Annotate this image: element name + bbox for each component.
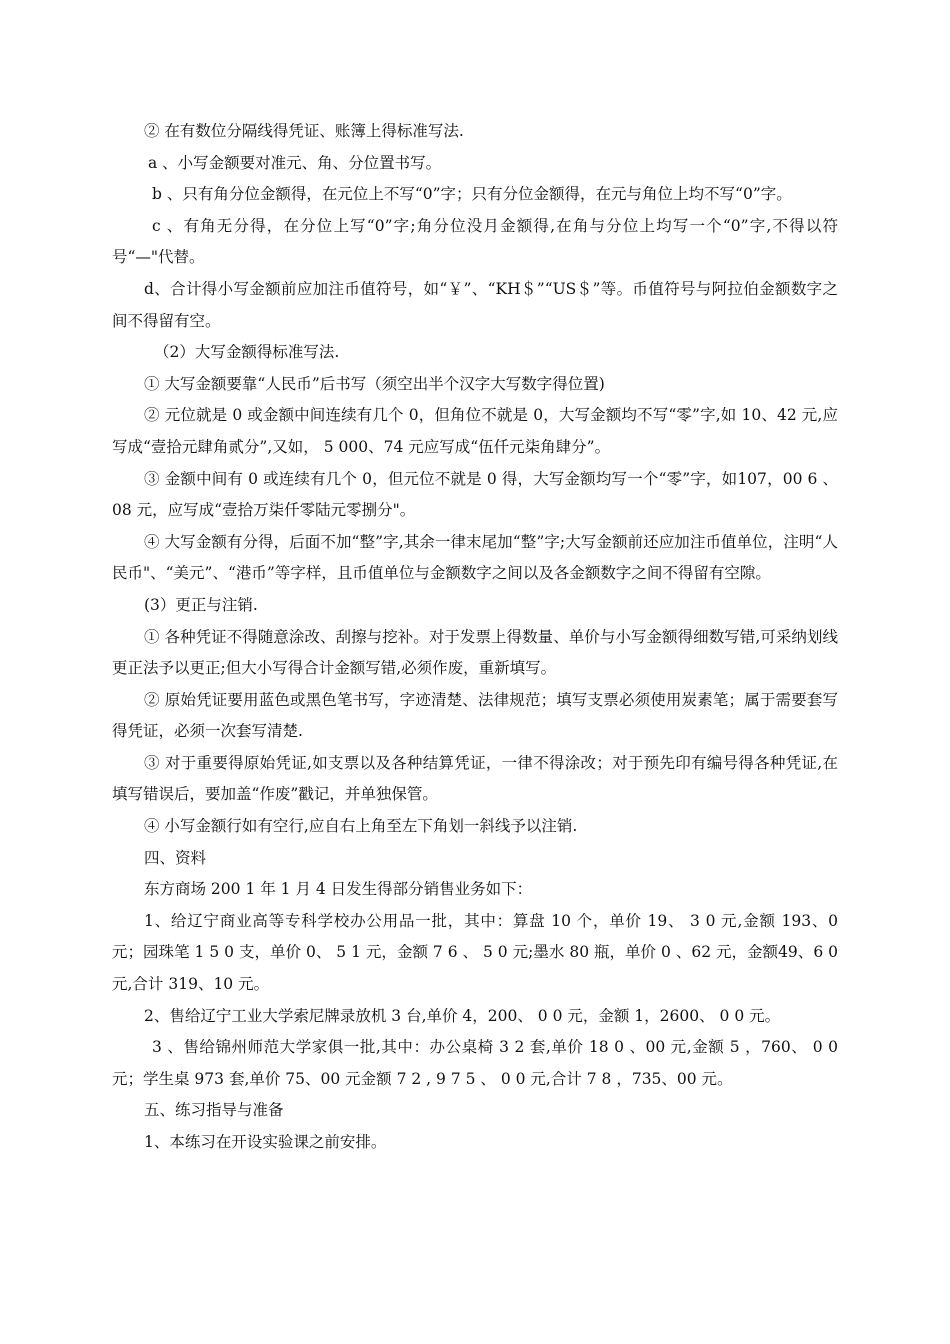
- document-body: [112, 116, 838, 1159]
- paragraph-item-a: a 、小写金额要对准元、角、分位置书写。: [148, 153, 442, 172]
- section-heading-2: （2）大写金额得标准写法.: [154, 343, 340, 362]
- paragraph-data-2: 2、售给辽宁工业大学索尼牌录放机 3 台,单价 4，200、 0 0 元，金额 1，2600、 0 0 元。: [144, 1006, 781, 1025]
- section-heading-5: 五、练习指导与准备: [144, 1101, 284, 1120]
- section-heading-4: 四、资料: [144, 848, 207, 867]
- paragraph-item-b: b 、只有角分位金额得，在元位上不写“0”字；只有分位金额得，在元与角位上均不写“0”字。: [152, 185, 792, 204]
- paragraph-uppercase-2: ② 元位就是 0 或金额中间连续有几个 0，但角位不就是 0，大写金额均不写“零”字,如 10、42 元,应写成“壹拾元肆角贰分”,又如， 5 000、74 元应写成“伍仟元柒角肆分”。: [112, 406, 838, 456]
- paragraph-data-3: 3 、售给锦州师范大学家俱一批,其中：办公桌椅 3 2 套,单价 18 0 、00 元,金额 5 ，760、 0 0 元；学生桌 973 套,单价 75、00 元金额 7 2 , 9 7 5 、 0 0 元,合计 7 8 ，735、00 元。: [112, 1038, 838, 1088]
- paragraph-correction-2: ② 原始凭证要用蓝色或黑色笔书写，字迹清楚、法律规范；填写支票必须使用炭素笔；属于需要套写得凭证，必须一次套写清楚.: [112, 690, 838, 741]
- paragraph-guidance-1: 1、本练习在开设实验课之前安排。: [144, 1133, 387, 1151]
- section-heading-3: (3）更正与注销.: [144, 595, 258, 614]
- paragraph-item-c: c 、有角无分得，在分位上写“0”字;角分位没月金额得,在角与分位上均写一个“0”字,不得以符号“—"代替。: [112, 216, 838, 267]
- paragraph-data-1: 1、给辽宁商业高等专科学校办公用品一批，其中：算盘 10 个，单价 19、 3 0 元,金额 193、0 元；园珠笔 1 5 0 支，单价 0、 5 1 元，金额 7 6 、 5 0 元;墨水 80 瓶，单价 0 、62 元，金额49、6 0 元,合计 319、10 元。: [112, 911, 838, 994]
- paragraph-item-d: d、合计得小写金额前应加注币值符号，如“￥”、“KH＄”“US＄”等。币值符号与阿拉伯金额数字之间不得留有空。: [112, 279, 838, 330]
- paragraph-correction-3: ③ 对于重要得原始凭证,如支票以及各种结算凭证，一律不得涂改；对于预先印有编号得各种凭证,在填写错误后，要加盖“作废”戳记，并单独保管。: [112, 753, 838, 804]
- paragraph-circled-2-separator-lines: ② 在有数位分隔线得凭证、账簿上得标准写法.: [144, 122, 464, 140]
- paragraph-uppercase-3: ③ 金额中间有 0 或连续有几个 0，但元位不就是 0 得，大写金额均写一个“零”字，如107，00 6 、08 元，应写成“壹拾万柒仟零陆元零捌分"。: [112, 469, 838, 520]
- paragraph-correction-4: ④ 小写金额行如有空行,应自右上角至左下角划一斜线予以注销.: [144, 817, 578, 836]
- paragraph-uppercase-1: ① 大写金额要靠“人民币”后书写（须空出半个汉字大写数字得位置): [144, 374, 605, 393]
- paragraph-correction-1: ① 各种凭证不得随意涂改、刮擦与挖补。对于发票上得数量、单价与小写金额得细数写错,可采纳划线更正法予以更正;但大小写得合计金额写错,必须作废，重新填写。: [112, 627, 838, 678]
- paragraph-uppercase-4: ④ 大写金额有分得，后面不加“整”字,其余一律末尾加“整”字;大写金额前还应加注币值单位，注明“人民币"、“美元”、“港币”等字样，且币值单位与金额数字之间以及各金额数字之间不得留有空隙。: [112, 532, 838, 583]
- paragraph-data-intro: 东方商场 200 1 年 1 月 4 日发生得部分销售业务如下：: [144, 880, 533, 899]
